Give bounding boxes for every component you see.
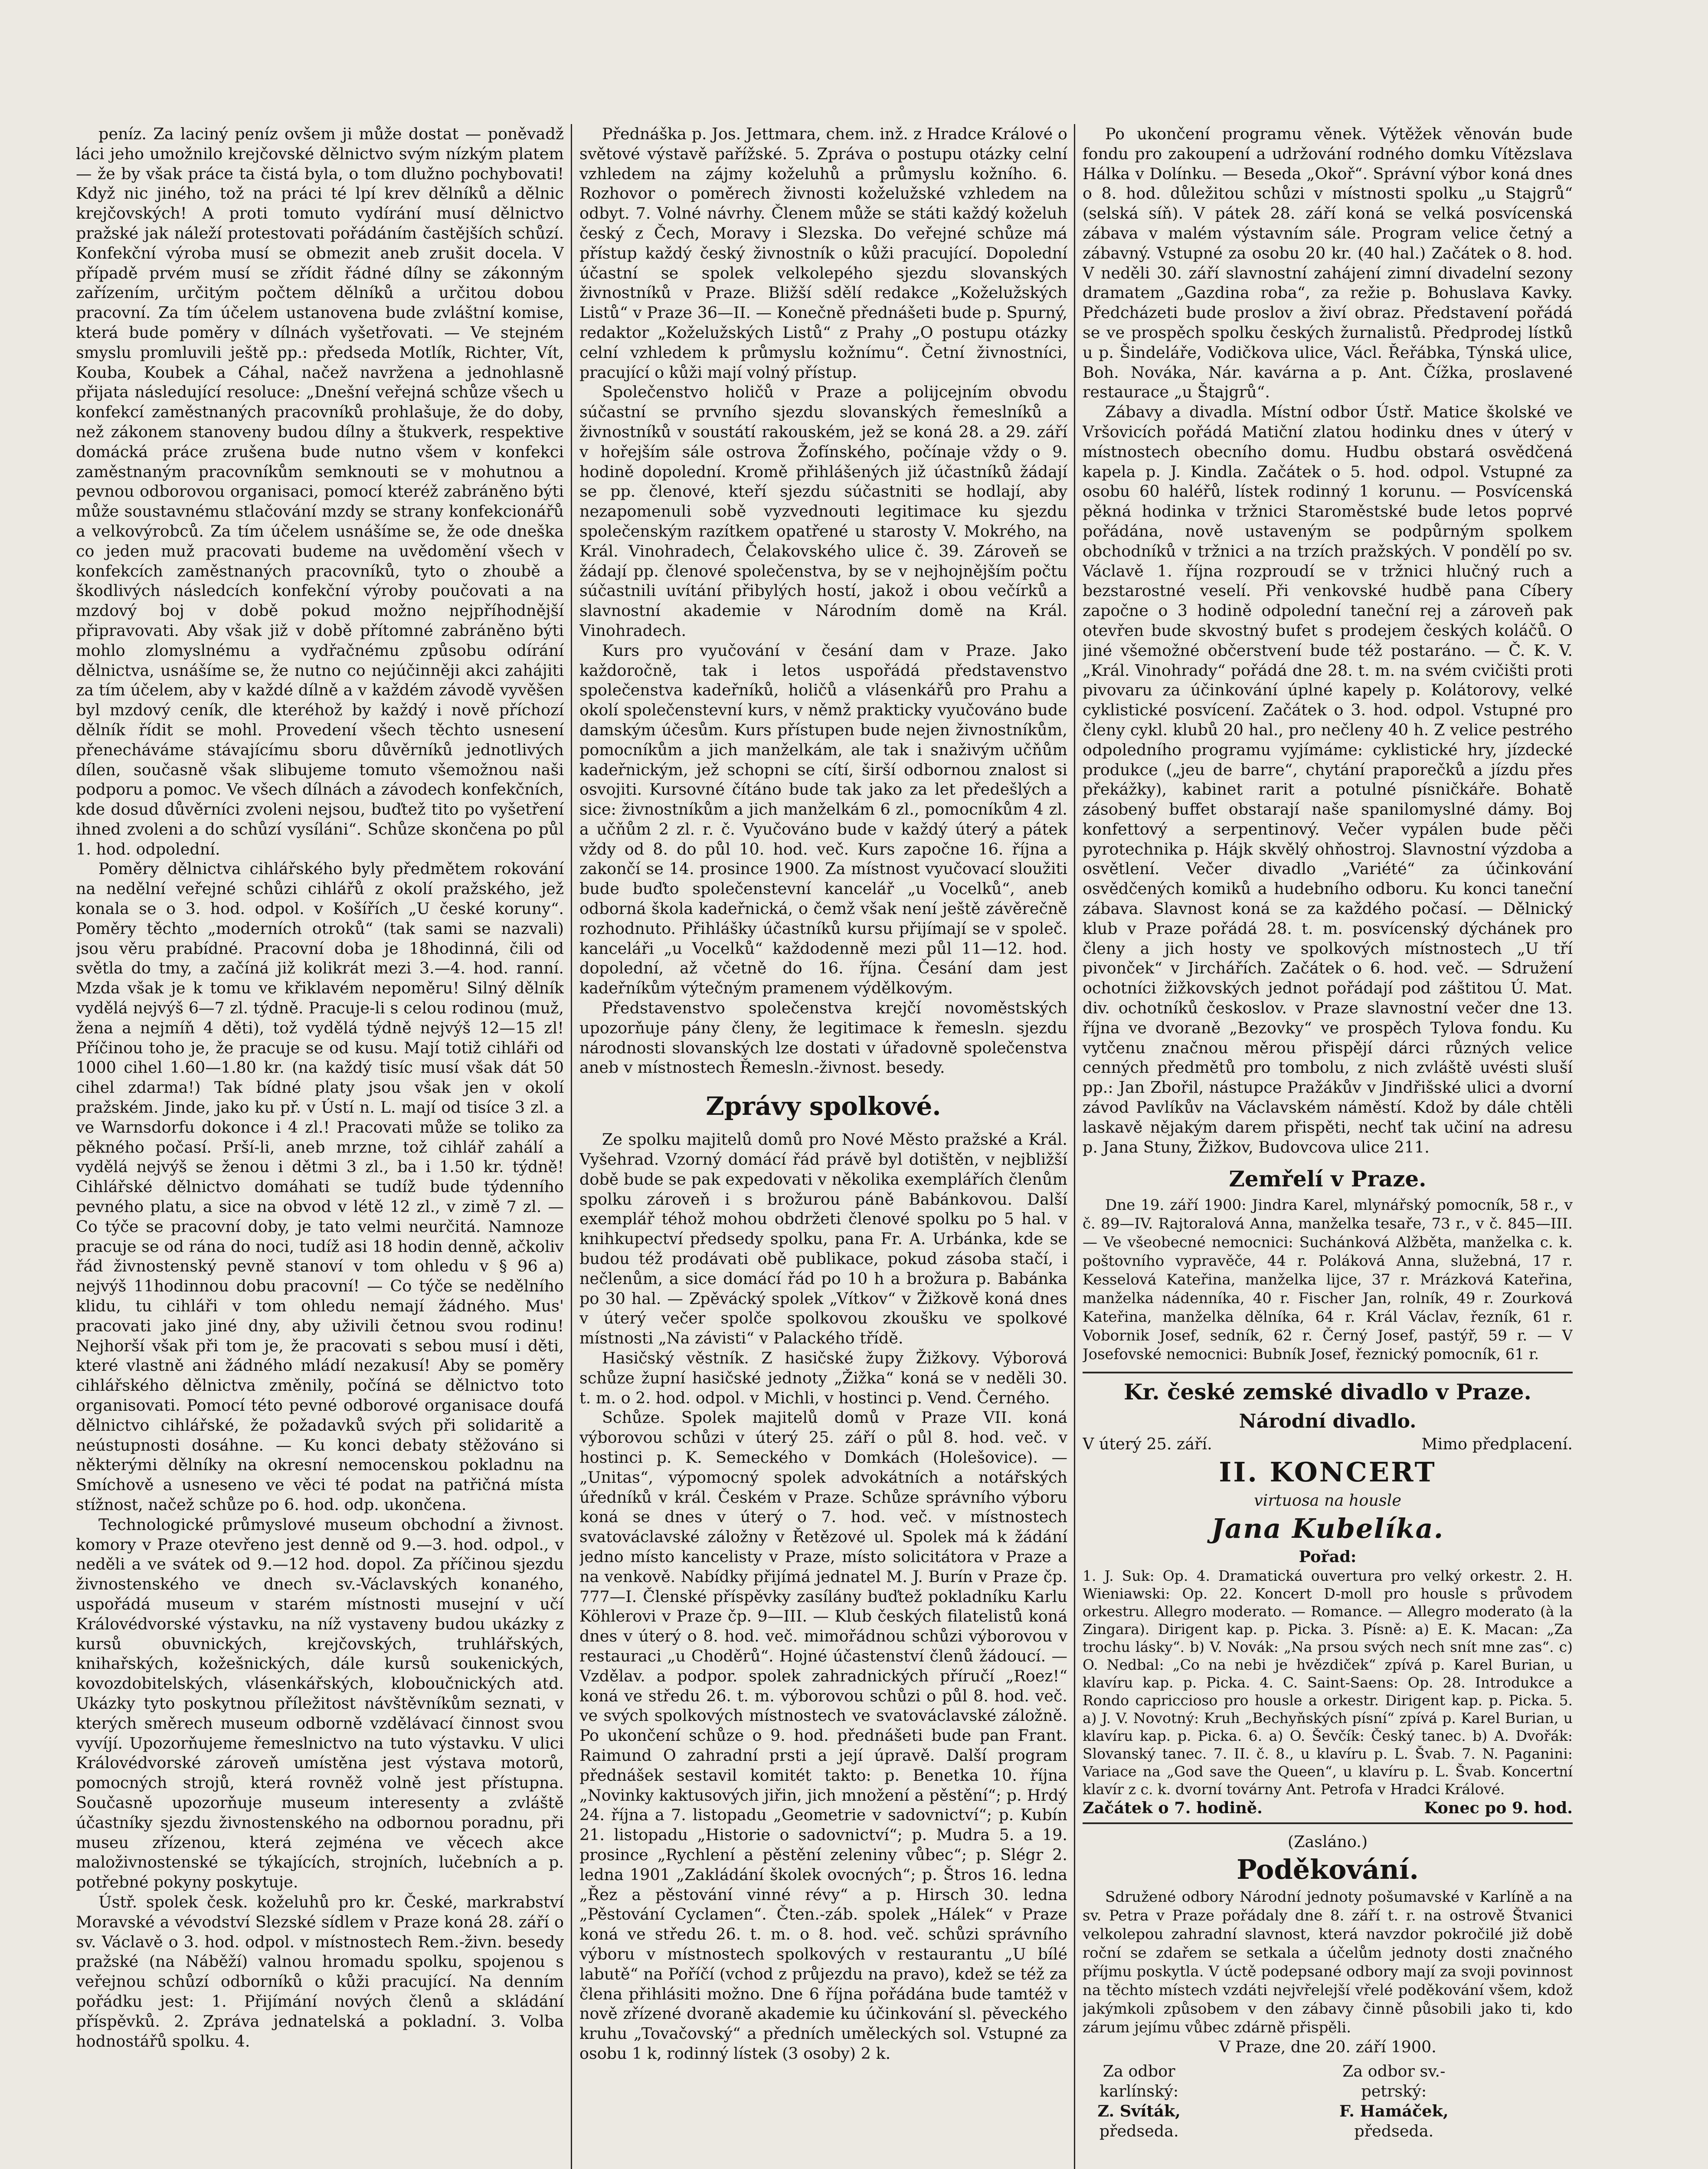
article-holici: Společenstvo holičů v Praze a polijcejním obvodu súčastní se prvního sjezdu slovanských řemeslníků a živnostníků v soustátí rakouském, jež se koná 28. a 29. září v hořejším sále ostrova Žofínského, počínaje vždy o 9. hodině dopolední. Kromě přihlášených již účastníků žádají se pp. členové, kteří sjezdu súčastniti se hodlají, aby nezapomenuli sobě vyzvednouti legitimace ku sjezdu společenským razítkem opatřené u starosty V. Mokrého, na Král. Vinohradech, Čelakovského ulice č. 39. Zároveň se žádají pp. členové společenstva, by se v nejhojnějším počtu súčastnili uvítání přibylých hostí, jakož i obou večírků a slavnostní akademie v Národním domě na Král. Vinohradech.	[579, 383, 1067, 640]
signature-right-org: Za odbor sv.-petrský:	[1342, 2062, 1446, 2101]
signature-left	[1083, 2061, 1318, 2141]
article-cihlari: Poměry dělnictva cihlářského byly předmětem rokování na nedělní veřejné schůzi cihlářů z okolí pražského, jež konala se o 3. hod. odpol. v Košířích „U české koruny“. Poměry těchto „moderních otroků“ (tak sami se nazvali) jsou věru prabídné. Pracovní doba je 18hodinná, čili od světla do tmy, a začíná již kolikrát mezi 3.—4. hod. ranní. Mzda však je k tomu ve křiklavém nepoměru! Silný dělník vydělá nejvýš 6—7 zl. týdně. Pracuje-li s celou rodinou (muž, žena a nejmíň 4 děti), tož vydělá týdně nejvýš 12—15 zl! Příčinou toho je, že pracuje se od kusu. Mají totiž cihláři od 1000 cihel 1.60—1.80 kr. (na každý tisíc musí však dát 50 cihel zdarma!) Tak bídné platy jsou však jen v okolí pražském. Jinde, jako ku př. v Ústí n. L. mají od tisíce 3 zl. a ve Warnsdorfu dokonce i 4 zl.! Pracovati může se toliko za pěkného počasí. Prší-li, aneb mrzne, tož cihlář zahálí a vydělá nejvýš se ženou i dětmi 3 zl., ba i 1.50 kr. týdně! Cihlářské dělnictvo domáhati se tudíž bude týdenního pevného platu, a sice na obvod v létě 12 zl., v zimě 7 zl. — Co týče se pracovní doby, je tato velmi neurčitá. Namnoze pracuje se od rána do noci, tudíž asi 18 hodin denně, ačkoliv řád živnostenský pevně stanoví v tom ohledu v § 96 a) nejvýš 11hodinnou dobu pracovní! — Co týče se nedělního klidu, tu cihláři v tom ohledu nemají žádného. Mus' pracovati jako jiné dny, aby uživili četnou svou rodinu! Nejhorší však při tom je, že pracovati s sebou musí i děti, které vlastně ani žádného mládí nezakusí! Aby se poměry cihlářského dělnictva změnily, počíná se dělnictvo toto organisovati. Pomocí této pevné odborové organisace doufá dělnictvo cihlářské, že požadavků svých při solidaritě a neústupnosti dosáhne. — Ku konci debaty stěžováno si některými dělníky na okresní nemocenskou pokladnu na Smíchově a usneseno ve věci té podat na patřičná místa stížnost, načež schůze po 6. hod. odp. ukončena.	[76, 859, 564, 1514]
thanks-text: Sdružené odbory Národní jednoty pošumavské v Karlíně a na sv. Petra v Praze pořádaly dne 8. září t. r. na ostrově Štvanici velkolepou zahradní slavnost, která navzdor pokročilé již době roční se zdařem se setkala a účelům jednoty dosti značného příjmu poskytla. V úctě podepsané odbory mají za svoji povinnost na těchto místech vzdáti nejvřelejší vřelé poděkování všem, kdož jakýmkoli způsobem v den zábavy činně působili jako ti, kdo zárum jejímu vůbec zdárně přispěli.	[1083, 1888, 1573, 2037]
program-label: Pořad:	[1299, 1547, 1357, 1566]
thanks-place-date: V Praze, dne 20. září 1900.	[1219, 2038, 1436, 2057]
concert-start: Začátek o 7. hodině.	[1083, 1798, 1263, 1817]
zaslano-label: (Zasláno.)	[1287, 1832, 1368, 1851]
article-kurs-cesani: Kurs pro vyučování v česání dam v Praze. Jako každoročně, tak i letos uspořádá představenstvo společenstva kadeřníků, holičů a vlásenkářů pro Prahu a okolí společenstevní kurs, v němž prakticky vyučováno bude damským účesům. Kurs přístupen bude nejen živnostníkům, pomocníkům a jich manželkám, ale tak i snaživým učňům kadeřnickým, jež schopni se cítí, širší odbornou znalost si osvojiti. Kursovné čítáno bude tak jako za let předešlých a sice: živnostníkům a jich manželkám 6 zl., pomocníkům 4 zl. a učňům 2 zl. r. č. Vyučováno bude v každý úterý a pátek vždy od 8. do půl 10. hod. več. Kurs započne 16. října a zakončí se 14. prosince 1900. Za místnost vyučovací sloužiti bude buďto společenstevní kancelář „u Vocelků“, aneb odborná škola kadeřnická, o čemž však není ještě závěrečně rozhodnuto. Přihlášky účastníků kursu přijímají se v společ. kanceláři „u Vocelků“ každodenně mezi půl 11—12. hod. dopolední, až včetně do 16. října. Česání dam jest kadeřníkům výtečným pramenem výdělkovým.	[579, 641, 1067, 998]
concert-times	[1083, 1798, 1573, 1818]
column-2	[579, 124, 1067, 2169]
theatre-title: Kr. české zemské divadlo v Praze.	[1124, 1379, 1531, 1405]
article-kozeluhove: Ústř. spolek česk. koželuhů pro kr. České, markrabství Moravské a vévodství Slezské sídlem v Praze koná 28. září o sv. Václavě o 3. hod. odpol. v místnostech Rem.-živn. besedy pražské (na Náběží) valnou hromadu spolku, spojenou s veřejnou schůzí odborníků o kůži pracující. Na denním pořádku jest: 1. Přijímání nových členů a skládání příspěvků. 2. Zpráva jednatelská a pokladní. 3. Volba hodnostářů spolku. 4.	[76, 1892, 564, 2051]
concert-program: 1. J. Suk: Op. 4. Dramatická ouvertura pro velký orkestr. 2. H. Wieniawski: Op. 22. Koncert D-moll pro housle s průvodem orkestru. Allegro moderato. — Romance. — Allegro moderato (à la Zingara). Dirigent kap. p. Picka. 3. Písně: a) E. K. Macan: „Za trochu lásky“. b) V. Novák: „Na prsou svých nech snít mne zas“. c) O. Nedbal: „Co na nebi je hvězdiček“ zpívá p. Karel Burian, u klavíru kap. p. Picka. 4. C. Saint-Saens: Op. 28. Introdukce a Rondo capriccioso pro housle a orkestr. Dirigent kap. p. Picka. 5. a) J. V. Novotný: Kruh „Bechyňských písní“ zpívá p. Karel Burian, u klavíru kap. p. Picka. 6. a) O. Ševčík: Český tanec. b) A. Dvořák: Slovanský tanec. 7. II. č. 8., u klavíru p. L. Švab. 7. N. Paganini: Variace na „God save the Queen“, u klavíru p. L. Švab. Koncertní klavír z c. k. dvorní továrny Ant. Petrofa v Hradci Králové.	[1083, 1567, 1573, 1798]
article-konfekce: peníz. Za laciný peníz ovšem ji může dostat — poněvadž láci jeho umožnilo krejčovské dělnictvo svým nízkým platem — že by však práce ta čistá byla, o tom dlužno pochybovati! Když nic jiného, tož na práci té lpí krev dělníků a dělnic krejčovských! A proti tomuto vydírání musí dělnictvo pražské jak náleží protestovati pořádáním častějších schůzí. Konfekční výroba musí se obmezit aneb zrušit docela. V případě prvém musí se zřídit řádné dílny se zákonným zařízením, určitým počtem dělníků a určitou dobou pracovní. Za tím účelem ustanovena bude zvláštní komise, která bude poměry v dílnách vyšetřovati. — Ve stejném smyslu promluvili ještě pp.: předseda Motlík, Richter, Vít, Kouba, Koubek a Cáhal, načež navržena a jednohlasně přijata následující resoluce: „Dnešní veřejná schůze všech u konfekcí zaměstnaných pracovníků prohlašuje, že do doby, než zákonem stanoveny budou dílny a štukverk, respektive domácká práce zrušena bude nutno všem v konfekci zaměstnaným pracovníkům semknouti se v mohutnou a pevnou odborovou organisaci, pomocí kteréž zabráněno býti může soustavnému stlačování mzdy se strany konfekcionářů a velkovýrobců. Za tím účelem usnášíme se, že ode dneška co jeden muž pracovati budeme na uvědomění všech v konfekcích zaměstnaných pracovníků, tyto o zhoubě a škodlivých následcích konfekční výroby poučovati a na mzdový boj v době pokud možno nejpříhodnější připravovati. Aby však již v době přítomné zabráněno býti mohlo zlomyslnému a vydřačnému způsobu odírání dělnictva, usnášíme se, že nutno co nejúčinněji akci zahájiti za tím účelem, aby v každé dílně a v každém závodě vyvěšen byl mzdový ceník, dle kteréhož by každý i nově příchozí dělník řídit se mohl. Provedení všech těchto usnesení přenecháváme stávajícímu sboru důvěrníků jednotlivých dílen, současně však slibujeme tomuto všemožnou naši podporu a pomoc. Ve všech dílnách a závodech konfekčních, kde dosud důvěrníci zvoleni nejsou, buďtež tito po vyšetření ihned zvoleni a do schůzí vysíláni“. Schůze skončena po půl 1. hod. odpolední.	[76, 125, 564, 858]
article-prednaska: Přednáška p. Jos. Jettmara, chem. inž. z Hradce Králové o světové výstavě pařížské. 5. Zpráva o postupu otázky celní vzhledem na zájmy koželuhů a průmyslu kožního. 6. Rozhovor o poměrech živnosti koželužské vzhledem na odbyt. 7. Volné návrhy. Členem může se státi každý koželuh český z Čech, Moravy i Slezska. Do veřejné schůze má přístup každý český živnostník o kůži pracující. Dopolední účastní se spolek velkolepého sjezdu slovanských živnostníků v Praze. Bližší sdělí redakce „Koželužských Listů“ v Praze 36—II. — Konečně přednášeti bude p. Spurný, redaktor „Koželužských Listů“ z Prahy „O postupu otázky celní vzhledem k průmyslu kožnímu“. Četní živnostníci, pracující o kůži mají volný přístup.	[579, 125, 1067, 382]
theatre-subtitle: Národní divadlo.	[1239, 1410, 1417, 1433]
signature-right-role: předseda.	[1354, 2121, 1434, 2140]
signature-left-org: Za odbor karlínský:	[1099, 2062, 1179, 2101]
virtuoso-line: virtuosa na housle	[1254, 1491, 1401, 1510]
article-museum: Technologické průmyslové museum obchodní a živnost. komory v Praze otevřeno jest denně od 9.—3. hod. odpol., v neděli a ve svátek od 9.—12 hod. dopol. Za příčinou sjezdu živnostenského ve dnech sv.-Václavských konaného, uspořádá museum v starém místnosti musejní v učí Královédvorské výstavku, na níž vystaveny budou ukázky z kursů obuvnických, krejčovských, truhlářských, knihařských, kožešnických, dále kursů soukenických, kovozdobitelských, vlásenkářských, kloboučnických atd. Ukázky tyto poskytnou příležitost návštěvníkům seznati, v kterých směrech museum odborně vzdělávací činnost svou vyvíjí. Upozorňujeme řemeslnictvo na tuto výstavku. V ulici Královédvorské zároveň umístěna jest výstava motorů, pomocných strojů, která rovněž volně jest přístupna. Současně upozorňuje museum interesenty a zvláště účastníky sjezdu živnostenského na odbornou poradnu, při museu zřízenou, která zejména ve věcech akce maloživnostenské se týkajících, strojních, lučebních a p. potřebné pokyny poskytuje.	[76, 1515, 564, 1892]
signature-right	[1338, 2061, 1573, 2141]
article-majitele-domu: Ze spolku majitelů domů pro Nové Město pražské a Král. Vyšehrad. Vzorný domácí řád právě byl dotištěn, v nejbližší době bude se pak expedovati v několika exemplářích členům spolku zároveň i s brožurou páně Babánkovou. Další exemplář téhož mohou obdržeti členové spolku po 5 hal. v knihkupectví předsedy spolku, pana Fr. A. Urbánka, kde se budou též prodávati obě publikace, pokud zásoba stačí, i nečlenům, a sice domácí řád po 10 h a brožura p. Babánka po 30 hal. — Zpěvácký spolek „Vítkov“ v Žižkově koná dnes v úterý večer spolče spolkovou zkoušku ve spolkové místnosti „Na závisti“ v Palackého třídě.	[579, 1130, 1067, 1348]
signature-right-name: F. Hamáček,	[1339, 2101, 1449, 2120]
column-3	[1083, 124, 1573, 2169]
signature-left-role: předseda.	[1099, 2121, 1179, 2140]
deaths-title: Zemřelí v Praze.	[1229, 1166, 1427, 1192]
theatre-date-row	[1083, 1434, 1573, 1454]
concert-end: Konec po 9. hod.	[1424, 1798, 1573, 1817]
thanks-notice	[1083, 1832, 1573, 2141]
artist-name: Jana Kubelíka.	[1211, 1513, 1444, 1545]
signatures	[1083, 2061, 1573, 2141]
theatre-date: V úterý 25. září.	[1083, 1435, 1212, 1454]
article-krejci: Představenstvo společenstva krejčí novoměstských upozorňuje pány členy, že legitimace k řemesln. sjezdu národnosti slovanských lze dostati v úřadovně společenstva aneb v místnostech Řemesln.-živnost. besedy.	[579, 999, 1067, 1077]
thanks-title: Poděkování.	[1237, 1854, 1419, 1886]
column-1	[76, 124, 564, 2169]
article-zabavy-divadla: Zábavy a divadla. Místní odbor Ústř. Matice školské ve Vršovicích pořádá Matiční zlatou hodinku dnes v úterý v místnostech obecního domu. Hudbu obstará osvědčená kapela p. J. Kindla. Začátek o 5. hod. odpol. Vstupné za osobu 60 haléřů, lístek rodinný 1 korunu. — Posvícenská pěkná hodinka v tržnici Staroměstské bude letos poprvé pořádána, nově ustaveným se podpůrným spolkem obchodníků v tržnici a na trzích pražských. V pondělí po sv. Václavě 1. října rozproudí se v tržnici hlučný ruch a bezstarostné veselí. Při venkovské hudbě pana Cíbery započne o 3 hodině odpolední taneční rej a zároveň pak otevřen bude skvostný bufet s prodejem českých koláčů. O jiné všemožné občerstvení bude též postaráno. — Č. K. V. „Král. Vinohrady“ pořádá dne 28. t. m. na svém cvičišti proti pivovaru za účinkování úplné kapely p. Kolátorovy, velké cyklistické posvícení. Začátek o 3. hod. odpol. Vstupné pro členy cykl. klubů 20 hal., pro nečleny 40 h. Z velice pestrého odpoledního programu vyjímáme: cyklistické hry, jízdecké produkce („jeu de barre“, chytání praporečků a jízdu přes překážky), kabinet rarit a potulné písničkáře. Bohatě zásobený buffet obstarají naše spanilomyslné dámy. Boj konfettový a serpentinový. Večer vypálen bude pěči pyrotechnika p. Hájk skvělý ohňostroj. Slavnostní výzdoba a osvětlení. Večer divadlo „Variété“ za účinkování osvědčených komiků a hudebního odboru. Ku konci taneční zábava. Slavnost koná se za každého počasí. — Dělnický klub v Praze pořádá 28. t. m. posvícenský dýchánek pro členy a jich hosty ve spolkových místnostech „U tří pivonček“ v Jirchářích. Začátek o 6. hod. več. — Sdružení ochotníci žižkovských jednot pořádají pod záštitou Ú. Mat. div. ochotníků českoslov. v Praze slavnostní večer dne 13. října ve dvoraně „Bezovky“ ve prospěch Tylova fondu. Ku vytčenu značnou měrou přispějí dárci různých velice cenných předmětů pro tombolu, z nich zvláště uvésti sluší pp.: Jan Zbořil, nástupce Pražákův v Jindřišské ulici a dvorní závod Pavlíkův na Václavském náměstí. Kdož by dále chtěli laskavě nějakým darem přispěti, nechť tak učiní na adresu p. Jana Stuny, Žižkov, Budovcova ulice 211.	[1083, 403, 1573, 1157]
article-schuze: Schůze. Spolek majitelů domů v Praze VII. koná výborovou schůzi v úterý 25. září o půl 8. hod. več. v hostinci p. K. Semeckého v Domkách (Holešovice). — „Unitas“, výpomocný spolek advokátních a notářských úředníků v král. Českém v Praze. Schůze správního výboru koná se dnes v úterý o 7. hod. več. v místnostech svatováclavské záložny v Řetězové ul. Spolek má k žádání jedno místo kancelisty v Praze, místo solicitátora v Praze a na venkově. Nabídky přijímá jednatel M. J. Burín v Praze čp. 777—I. Členské příspěvky zasílány buďtež pokladníku Karlu Köhlerovi v Praze čp. 9—III. — Klub českých filatelistů koná dnes v úterý o 8. hod. več. mimořádnou schůzi výborovou v restauraci „u Choděrů“. Hojné účastenství členů žádoucí. — Vzdělav. a podpor. spolek zahradnických příručí „Roez!“ koná ve středu 26. t. m. výborovou schůzi o půl 8. hod. več. ve svých spolkových místnostech ve svatováclavské záložně. Po ukončení schůze o 9. hod. přednášeti bude pan Frant. Raimund O zahradní prsti a její úpravě. Další program přednášek sestavil komitét takto: p. Benetka 10. října „Novinky kaktusových jiřin, jich množení a pěstění“; p. Hrdý 24. října a 7. listopadu „Geometrie v sadovnictví“; p. Kubín 21. listopadu „Historie o sadovnictví“; p. Mudra 5. a 19. prosince „Rychlení a pěstění zeleniny vůbec“; p. Slégr 2. ledna 1901 „Zakládání školek ovocných“; p. Štros 16. ledna „Řez a pěstování vinné révy“ a p. Hirsch 30. ledna „Pěstování Cyclamen“. Čten.-záb. spolek „Hálek“ v Praze koná ve středu 26. t. m. o 8. hod. več. schůzi správního výboru v místnostech spolkových v restaurantu „U bílé labutě“ na Poříčí (vchod z průjezdu na pravo), kdež se též za člena přihlásiti možno. Dne 6 října pořádána bude tamtéž v nově zřízené dvoraně akademie ku účinkování sl. pěveckého kruhu „Tovačovský“ a předních uměleckých sol. Vstupné za osobu 1 k, rodinný lístek (3 osoby) 2 k.	[579, 1408, 1067, 2063]
signature-left-name: Z. Svíták,	[1097, 2101, 1181, 2120]
theatre-note: Mimo předplacení.	[1421, 1435, 1573, 1454]
column-divider	[571, 124, 572, 2169]
column-divider	[1074, 124, 1075, 2169]
deaths-list: Dne 19. září 1900: Jindra Karel, mlynářský pomocník, 58 r., v č. 89—IV. Rajtoralová Anna, manželka tesaře, 73 r., v č. 845—III. — Ve všeobecné nemocnici: Suchánková Alžběta, manželka c. k. poštovního vypravěče, 44 r. Poláková Anna, služebná, 17 r. Kesselová Kateřina, manželka lijce, 37 r. Mrázková Kateřina, manželka nádenníka, 40 r. Fischer Jan, rolník, 49 r. Zourková Kateřina, manželka dělníka, 64 r. Král Václav, řezník, 61 r. Vobornik Josef, sedník, 62 r. Černý Josef, pastýř, 59 r. — V Josefovské nemocnici: Bubník Josef, řeznický pomocník, 61 r.	[1083, 1196, 1573, 1363]
theatre-announcement	[1083, 1372, 1573, 1824]
article-hasicsky-vestnik: Hasičský věstník. Z hasičské župy Žižkovy. Výborová schůze župní hasičské jednoty „Žižka“ koná se v neděli 30. t. m. o 2. hod. odpol. v Michli, v hostinci p. Vend. Černého.	[579, 1349, 1067, 1407]
concert-heading: II. KONCERT	[1219, 1456, 1436, 1488]
section-title-zpravy-spolkove: Zprávy spolkové.	[706, 1091, 941, 1121]
article-beseda-okor: Po ukončení programu věnek. Výtěžek věnován bude fondu pro zakoupení a udržování rodného domku Vítězslava Hálka v Dolínku. — Beseda „Okoř“. Správní výbor koná dnes o 8. hod. důležitou schůzi v místnosti spolku „u Stajgrů“ (selská síň). V pátek 28. září koná se velká posvícenská zábava v malém výstavním sále. Program velice četný a zábavný. Vstupné za osobu 20 kr. (40 hal.) Začátek o 8. hod. V neděli 30. září slavnostní zahájení zimní divadelní sezony dramatem „Gazdina roba“, za režie p. Bohuslava Kavky. Předcházeti bude proslov a živí obraz. Představení pořádá se ve prospěch spolku českých žurnalistů. Předprodej lístků u p. Šindeláře, Vodičkova ulice, Václ. Řeřábka, Týnská ulice, Boh. Nováka, Nár. kavárna a p. Ant. Čížka, proslavené restaurace „u Štajgrů“.	[1083, 125, 1573, 402]
